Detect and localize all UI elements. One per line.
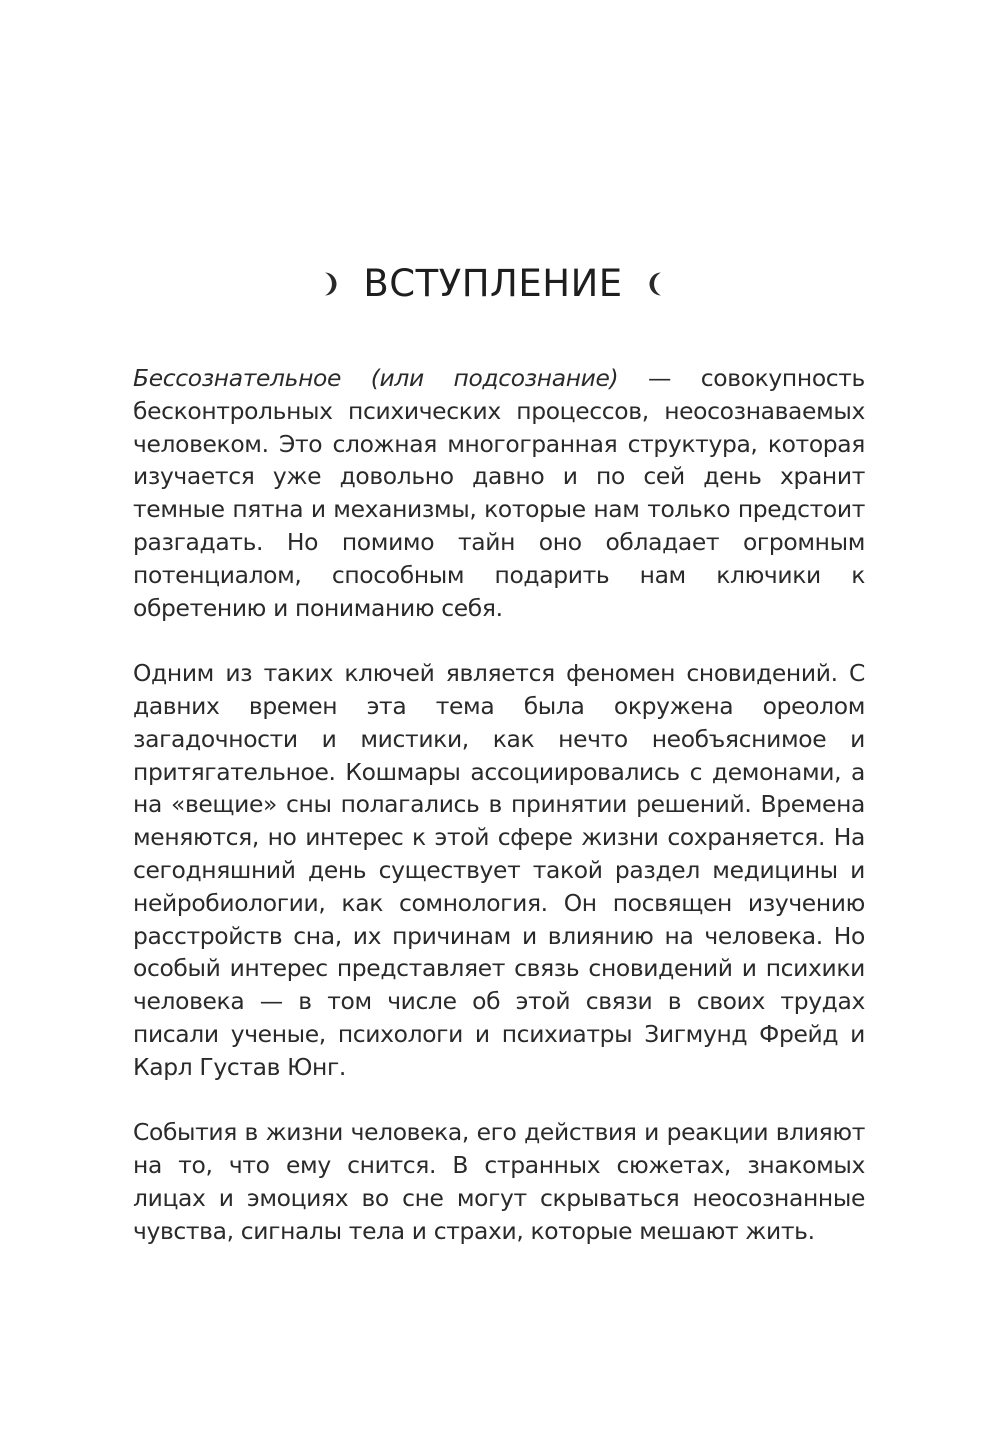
chapter-title: ВСТУПЛЕНИЕ xyxy=(363,262,623,305)
waning-crescent-moon-icon xyxy=(315,271,341,297)
defined-term: Бессознательное (или подсознание) xyxy=(133,364,619,392)
paragraph-1 xyxy=(133,362,865,624)
paragraph-2: Одним из таких ключей является феномен сновидений. С давних времен эта тема была окружена ореолом загадочности и мистики, как нечто необъяснимое и притягательное. Кошмары ассоциировались с демонами, а на «вещие» сны полагались в принятии решений. Времена меняются, но интерес к этой сфере жизни сохраняется. На сегодняшний день существует такой раздел медицины и нейробиологии, как сомнология. Он посвящен изучению расстройств сна, их причинам и влиянию на человека. Но особый интерес представляет связь сновидений и психики человека — в том числе об этой связи в своих трудах писали ученые, психологи и психиатры Зигмунд Фрейд и Карл Густав Юнг. xyxy=(133,659,865,1081)
paragraph-1-text: — совокупность бесконтрольных психических процессов, неосознаваемых человеком. Это сложная многогранная структура, которая изучается уже довольно давно и по сей день хранит темные пятна и механизмы, которые нам только предстоит разгадать. Но помимо тайн оно обладает огромным потенциалом, способным подарить нам ключики к обретению и пониманию себя. xyxy=(133,364,865,622)
paragraph-3: События в жизни человека, его действия и реакции влияют на то, что ему снится. В странных сюжетах, знакомых лицах и эмоциях во сне могут скрываться неосознанные чувства, сигналы тела и страхи, которые мешают жить. xyxy=(133,1118,865,1245)
chapter-body xyxy=(133,362,865,1280)
waxing-crescent-moon-icon xyxy=(645,271,671,297)
chapter-heading xyxy=(0,262,986,306)
